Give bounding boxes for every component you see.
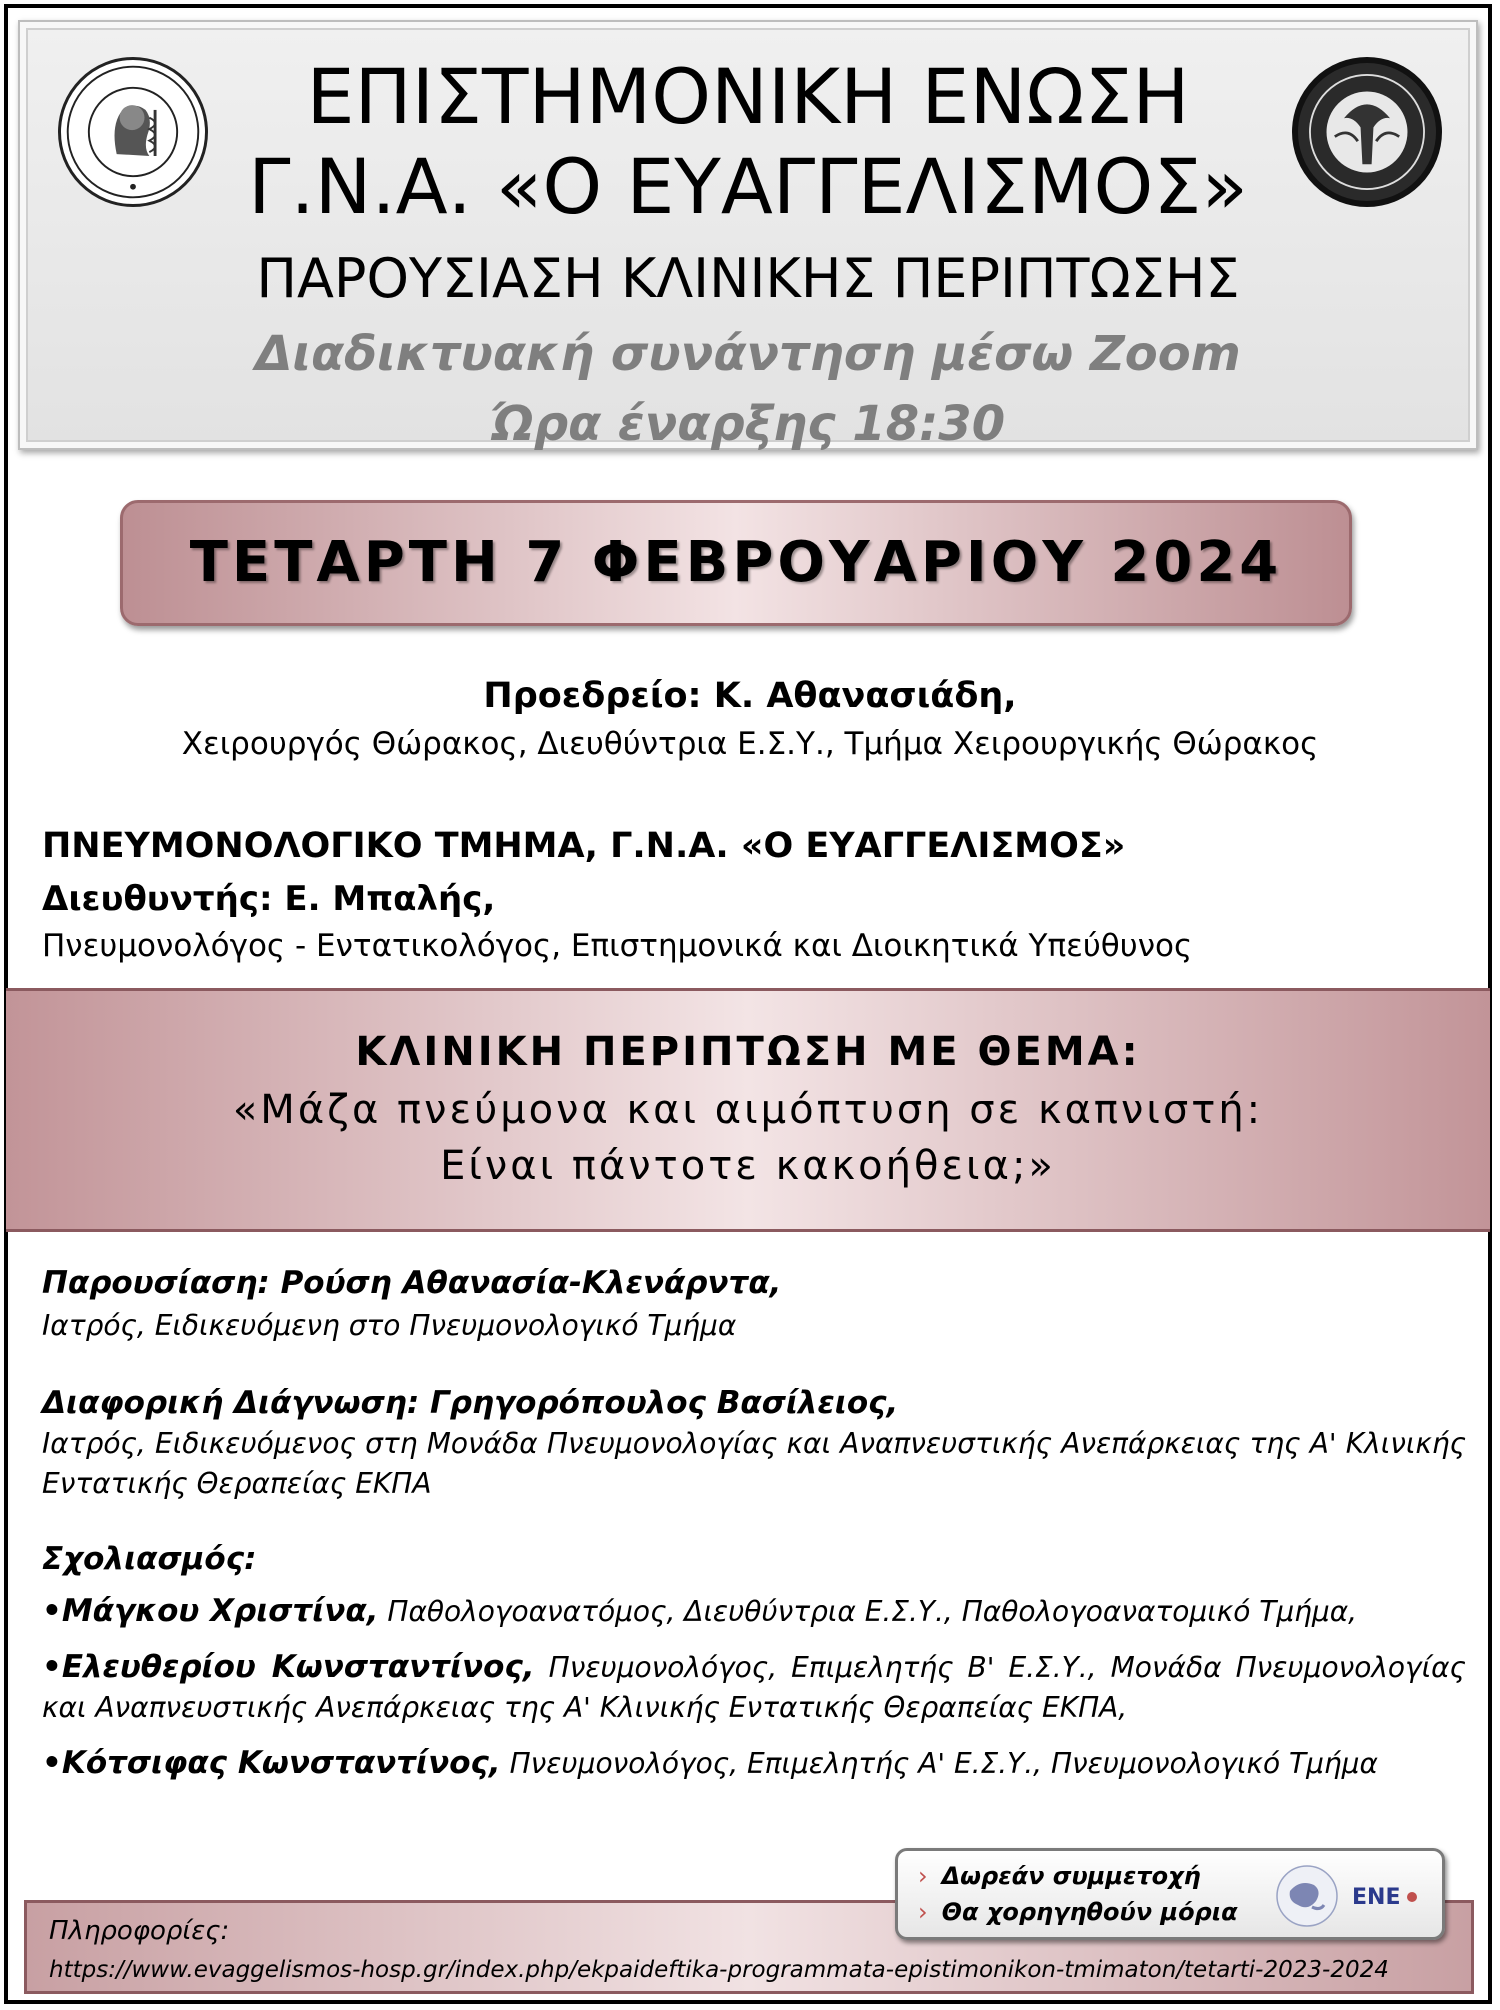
commentator-item: [42, 1590, 1466, 1632]
chevron-right-icon: ›: [918, 1862, 928, 1890]
diagnosis-label: Διαφορική Διάγνωση: Γρηγορόπουλος Βασίλειος,: [42, 1385, 899, 1421]
info-label: Πληροφορίες:: [49, 1916, 230, 1946]
credits-text: Θα χορηγηθούν μόρια: [941, 1898, 1238, 1926]
info-url-link[interactable]: https://www.evaggelismos-hosp.gr/index.php/ekpaideftika-programmata-epistimonikon-tmimaton/tetarti-2023-2024: [49, 1957, 1389, 1983]
free-participation-text: Δωρεάν συμμετοχή: [941, 1862, 1201, 1890]
commentary-label: Σχολιασμός:: [42, 1541, 257, 1577]
department-name: ΠΝΕΥΜΟΝΟΛΟΓΙΚΟ ΤΜΗΜΑ, Γ.Ν.Α. «Ο ΕΥΑΓΓΕΛΙΣΜΟΣ»: [42, 826, 1126, 866]
topic-title-line1: «Μάζα πνεύμονα και αιμόπτυση σε καπνιστή:: [232, 1087, 1264, 1133]
free-participation-box: [895, 1848, 1445, 1940]
commentator-description: Πνευμονολόγος, Επιμελητής Β' Ε.Σ.Υ., Μονάδα Πνευμονολογίας και Αναπνευστικής Ανεπάρκειας της Α' Κλινικής Εντατικής Θεραπείας ΕΚΠΑ,: [42, 1651, 1466, 1724]
topic-band: [6, 988, 1490, 1232]
free-participation-item: [918, 1859, 1201, 1893]
commentator-name: •Κότσιφας Κωνσταντίνος,: [42, 1745, 501, 1781]
director-description: Πνευμονολόγος - Εντατικολόγος, Επιστημονικά και Διοικητικά Υπεύθυνος: [42, 928, 1193, 964]
chair-title: Προεδρείο: Κ. Αθανασιάδη,: [483, 676, 1017, 716]
commentator-name: •Ελευθερίου Κωνσταντίνος,: [42, 1649, 535, 1685]
topic-label: ΚΛΙΝΙΚΗ ΠΕΡΙΠΤΩΣΗ ΜΕ ΘΕΜΑ:: [355, 1029, 1141, 1075]
date-banner: ΤΕΤΑΡΤΗ 7 ΦΕΒΡΟΥΑΡΙΟΥ 2024: [120, 500, 1352, 626]
chair-description: Χειρουργός Θώρακος, Διευθύντρια Ε.Σ.Υ., Τμήμα Χειρουργικής Θώρακος: [181, 726, 1319, 762]
ene-logo-text: ENE: [1352, 1885, 1401, 1910]
department-director: Διευθυντής: Ε. Μπαλής,: [42, 879, 496, 919]
ene-logo: [1272, 1861, 1432, 1931]
commentator-description: Πνευμονολόγος, Επιμελητής Α' Ε.Σ.Υ., Πνευμονολογικό Τμήμα: [500, 1747, 1378, 1780]
commentator-name: •Μάγκου Χριστίνα,: [42, 1593, 379, 1629]
header-union-title: ΕΠΙΣΤΗΜΟΝΙΚΗ ΕΝΩΣΗ: [306, 52, 1190, 141]
header-zoom-note: Διαδικτυακή συνάντηση μέσω Zoom: [255, 326, 1241, 382]
commentator-item: [42, 1646, 1466, 1728]
header-start-time: Ώρα έναρξης 18:30: [490, 396, 1006, 452]
presentation-label: Παρουσίαση: Ρούση Αθανασία-Κλενάρντα,: [42, 1265, 782, 1301]
header-panel: [18, 20, 1478, 450]
diagnosis-description: Ιατρός, Ειδικευόμενος στη Μονάδα Πνευμονολογίας και Αναπνευστικής Ανεπάρκειας της Α' Κλινικής Εντατικής Θεραπείας ΕΚΠΑ: [42, 1427, 1466, 1500]
credits-item: [918, 1895, 1238, 1929]
commentator-item: [42, 1742, 1466, 1784]
commentator-description: Παθολογοανατόμος, Διευθύντρια Ε.Σ.Υ., Παθολογοανατομικό Τμήμα,: [378, 1595, 1358, 1628]
header-event-type: ΠΑΡΟΥΣΙΑΣΗ ΚΛΙΝΙΚΗΣ ΠΕΡΙΠΤΩΣΗΣ: [256, 247, 1240, 310]
topic-title-line2: Είναι πάντοτε κακοήθεια;»: [440, 1143, 1056, 1189]
chevron-right-icon: ›: [918, 1898, 928, 1926]
header-hospital-title: Γ.Ν.Α. «Ο ΕΥΑΓΓΕΛΙΣΜΟΣ»: [248, 142, 1248, 231]
presentation-description: Ιατρός, Ειδικευόμενη στο Πνευμονολογικό Τμήμα: [42, 1309, 737, 1342]
